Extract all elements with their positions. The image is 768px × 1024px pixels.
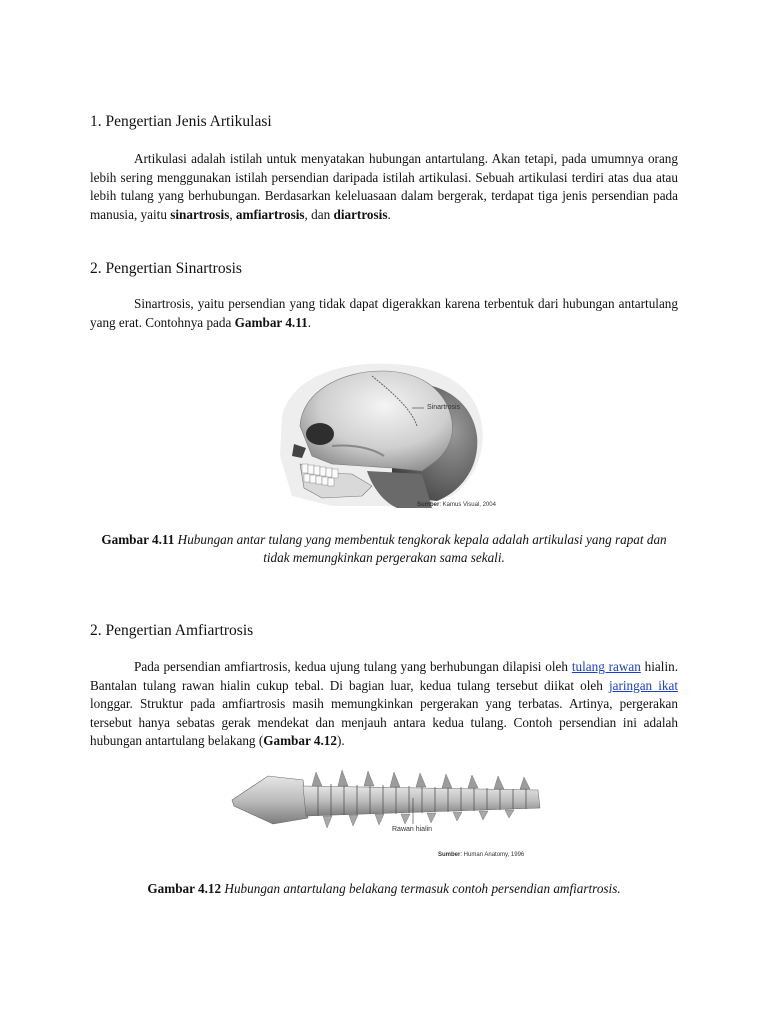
paragraph-amfiartrosis — [90, 658, 678, 751]
caption-text: Hubungan antar tulang yang membentuk tengkorak kepala adalah artikulasi yang rapat dan tidak memungkinkan pergerakan sama sekali. — [174, 532, 667, 565]
section-heading-amfiartrosis: 2. Pengertian Amfiartrosis — [90, 622, 254, 639]
paragraph-text: hialin. Bantalan tulang rawan hialin cukup tebal. Di bagian luar, kedua tulang tersebut diikat oleh — [90, 659, 679, 693]
paragraph-text: Pada persendian amfiartrosis, kedua ujung tulang yang berhubungan dilapisi oleh — [134, 659, 572, 674]
paragraph-sinartrosis — [90, 295, 678, 332]
figure-label-sinartrosis: Sinartrosis — [427, 404, 461, 411]
source-text: : Human Anatomy, 1996 — [460, 852, 525, 858]
caption-text: Hubungan antartulang belakang termasuk contoh persendian amfiartrosis. — [221, 881, 621, 896]
paragraph-artikulasi — [90, 150, 678, 224]
caption-figure-4-11 — [90, 531, 678, 567]
source-prefix: Sumber — [417, 502, 440, 508]
paragraph-text: Artikulasi adalah istilah untuk menyatakan hubungan antartulang. Akan tetapi, pada umumnya orang lebih sering menggunakan istilah persendian daripada istilah artikulasi. Sebuah artikulasi terdiri atas dua atau lebih tulang yang berhubungan. Berdasarkan keleluasaan dalam bergerak, terdapat tiga jenis persendian pada manusia, yaitu — [90, 151, 678, 222]
term-diartrosis: diartrosis — [333, 206, 388, 222]
figure-ref-4-11: Gambar 4.11 — [234, 314, 308, 330]
paragraph-text: Sinartrosis, yaitu persendian yang tidak dapat digerakkan karena terbentuk dari hubungan antartulang yang erat. Contohnya pada — [90, 296, 678, 330]
paragraph-text: longgar. Struktur pada amfiartrosis masih memungkinkan pergerakan yang terbatas. Artinya, pergerakan tersebut hanya sebatas gerak mendekat dan menjauh antara kedua tulang. Contoh persendian ini adalah hubungan antartulang belakang ( — [90, 696, 678, 748]
figure-skull — [272, 356, 512, 516]
caption-figure-4-12 — [90, 880, 678, 898]
separator: , — [229, 206, 236, 222]
paragraph-end: . — [387, 206, 391, 222]
section-heading-artikulasi: 1. Pengertian Jenis Artikulasi — [90, 113, 272, 130]
link-tulang-rawan[interactable]: tulang rawan — [571, 659, 641, 674]
link-jaringan-ikat[interactable]: jaringan ikat — [608, 677, 679, 693]
section-heading-sinartrosis: 2. Pengertian Sinartrosis — [90, 260, 242, 277]
term-amfiartrosis: amfiartrosis — [235, 206, 305, 222]
spine-illustration-icon — [228, 768, 548, 863]
figure-spine — [228, 768, 548, 863]
figure-source-1 — [417, 502, 496, 508]
figure-ref-4-12: Gambar 4.12 — [263, 733, 337, 748]
figure-label-rawan-hialin: Rawan hialin — [392, 826, 433, 833]
separator: , dan — [304, 206, 334, 222]
skull-illustration-icon — [272, 356, 512, 516]
figure-source-2 — [438, 852, 524, 858]
source-prefix: Sumber — [438, 852, 461, 858]
term-sinartrosis: sinartrosis — [170, 206, 230, 222]
caption-label: Gambar 4.11 — [101, 532, 175, 547]
paragraph-end: . — [307, 314, 311, 330]
caption-label: Gambar 4.12 — [147, 881, 222, 896]
paragraph-end: ). — [336, 733, 345, 748]
source-text: : Kamus Visual, 2004 — [439, 502, 496, 508]
